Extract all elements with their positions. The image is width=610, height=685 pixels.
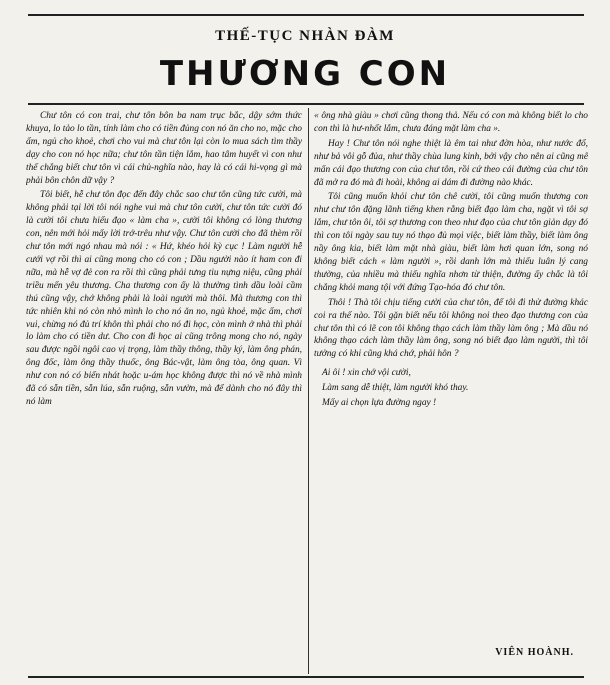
paragraph: Chư tôn có con trai, chư tôn bôn ba nam trục bắc, dậy sớm thức khuya, lo tảo lo tần, tính làm cho có tiền đủng con nó ăn cho no, mặc cho ấm, ngủ cho khoẻ, chơi cho vui mà chư tôn lại còn lo mua sách tìm thầy dạy cho con nó học nữa; chư tôn tần tiện lắm, hao tâm huyết vì con như thế chẳng biết chư tôn vì cái chủ-nghĩa nào, hay là có cái hi-vọng gì mà phải bôn chôn dữ vậy ? — [26, 111, 302, 186]
article-title: THƯƠNG CON — [159, 54, 451, 94]
verse-line: Mấy ai chọn lựa đường ngay ! — [322, 398, 437, 409]
closing-verse — [314, 367, 588, 410]
paragraph: Tôi cũng muốn khỏi chư tôn chê cười, tôi cũng muốn thương con như chư tôn đặng lãnh tiếng khen rằng biết đạo làm cha, ngặt vì tôi sợ lắm, chư tôn ôi, tôi sợ thương con theo như đạo của chư tôn giản dạy đó thì con tôi ngày sau tuy nó thạo đủ mọi việc, biết làm thầy, biết làm ông nầy ông kia, biết làm mặt nhà giàu, biết làm hơi quan lớn, song nó không biết cách « làm người », rồi danh lớn mà thiếu luân lý cang thường, của nhiều mà thiếu nghĩa nhơn từ thiện, đường ấy chắc là tôi chẳng khỏi mang tội với đứng Tạo-hóa đó chư tôn. — [314, 192, 588, 293]
top-rule — [28, 14, 584, 16]
section-label: THẾ-TỤC NHÀN ĐÀM — [215, 28, 395, 44]
bottom-rule — [28, 676, 584, 678]
author-signature: VIÊN HOÀNH. — [495, 647, 574, 658]
verse-line: Làm sang dễ thiệt, làm người khó thay. — [322, 383, 469, 394]
paragraph: « ông nhà giàu » chơi cũng thong thả. Nếu có con mà không biết lo cho con thì là hư-nhốt lắm, chưa đáng mặt làm cha ». — [314, 111, 588, 134]
article-column-left — [26, 110, 302, 672]
title-rule — [28, 103, 584, 105]
paragraph: Thôi ! Thà tôi chịu tiếng cười của chư tôn, để tôi đi thử đường khác coi ra thế nào. Tôi gặn biết nếu tôi không noi theo đạo thương con của chư tôn thì có lẽ con tôi không thạo cách làm thầy làm ông ; Mà dầu nó không thạo cách làm thầy làm ông, song nó biết đạo làm người, thì tôi tưởng có khi cũng khá chớ, phải hôn ? — [314, 297, 588, 360]
column-divider — [308, 108, 309, 674]
paragraph: Tôi biết, hễ chư tôn đọc đến đây chắc sao chư tôn cũng tức cười, mà không phải tại lời tôi nói nghe vui mà chư tôn cười, chư tôn tức cười đó là cười tôi chưa hiểu đạo « làm cha », cười tôi không có lòng thương con, nên mới hỏi mấy lời trớ-trêu như vậy. Chư tôn cười cho đã thèm rồi chư tôn mới ngó nhau mà nói : « Hứ, khéo hỏi kỳ cục ! Làm người hễ cưới vợ rồi thì ai cũng mong cho có con ; Dầu người nào ít ham con đi nữa, mà hễ vợ đẻ con ra rồi thì cũng phải tưng tiu nựng niệu, cũng phải triều mến yêu thương. Cha thương con ấy là thường tình dầu loài cầm thú cũng vậy, chớ không phải là loài người mà thôi. Mà thương con thì tức nhiên khi nó còn nhỏ mình lo cho nó ăn no, ngủ khoẻ, mặc ấm, chơi vui, chừng nó đủ trí khôn thì phải cho nó đi học, còn mình ở nhà thì phải lo làm cho có tiền dư. Cho con đi học ai cũng trông mong cho nó, ngày sau được ngồi ngôi cao vị trọng, làm thầy thông, thầy ký, làm ông phán, ông đốc, làm ông thầy thuốc, ông Bác-vật, làm ông tòa, ông quan. Vì như con nó có biến nhát hoặc u-ám học không được thì nó về nhà mình đã có sẵn tiền, sẵn lúa, sẵn ruộng, sẵn vườn, mà để dành cho nó đây thì nó làm — [26, 190, 302, 407]
verse-line: Ai ôi ! xin chớ vội cười, — [322, 368, 411, 379]
article-column-right — [314, 110, 588, 672]
paragraph: Hay ! Chư tôn nói nghe thiệt là êm tai như đờn hòa, như nước đổ, như bả vôi gỗ đủa, như thầy chùa lung kinh, bởi vậy cho nên ai cũng mê mẩn cái đạo thương con của chư tôn, rồi cứ theo cái đường của chư tôn đã mở ra đó mà đi hoài, không ai dám đi đường nào khác. — [314, 138, 588, 188]
